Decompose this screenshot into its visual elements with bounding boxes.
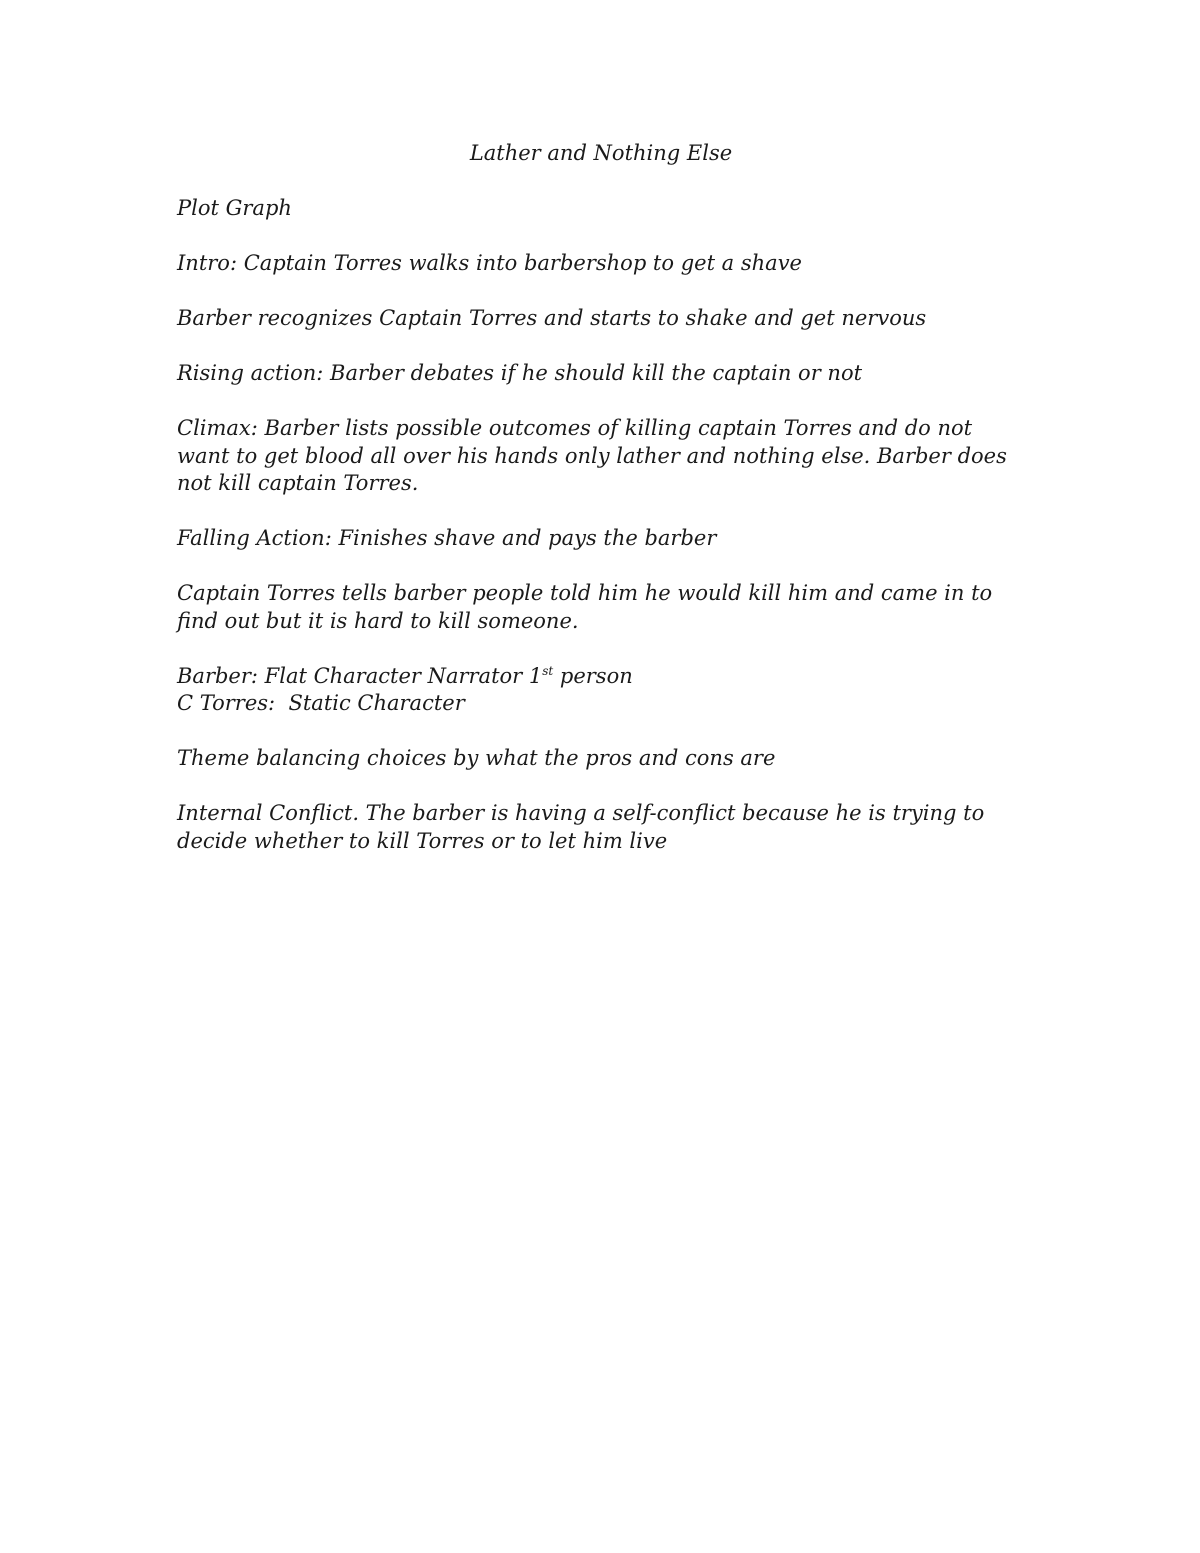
document-title: Lather and Nothing Else xyxy=(469,141,733,165)
paragraph-recognize: Barber recognizes Captain Torres and starts to shake and get nervous xyxy=(177,306,927,330)
paragraph-intro: Intro: Captain Torres walks into barbershop to get a shave xyxy=(177,251,802,275)
character-barber xyxy=(177,663,1027,691)
character-barber-suffix: person xyxy=(553,663,633,688)
paragraph-characters xyxy=(177,663,1027,718)
paragraph-torres-tells: Captain Torres tells barber people told him he would kill him and came in to find out but it is hard to kill someone. xyxy=(177,581,993,633)
character-torres: C Torres: Static Character xyxy=(177,691,465,715)
paragraph-falling-action: Falling Action: Finishes shave and pays the barber xyxy=(177,526,717,550)
paragraph-climax: Climax: Barber lists possible outcomes of killing captain Torres and do not want to get blood all over his hands only lather and nothing else. Barber does not kill captain Torres. xyxy=(177,416,1007,495)
paragraph-internal-conflict: Internal Conflict. The barber is having a self-conflict because he is trying to decide whether to kill Torres or to let him live xyxy=(177,801,985,853)
paragraph-theme: Theme balancing choices by what the pros and cons are xyxy=(177,746,776,770)
character-barber-ordinal: st xyxy=(542,663,554,678)
document-body xyxy=(177,140,1027,883)
character-barber-text: Barber: Flat Character Narrator 1 xyxy=(177,663,543,688)
paragraph-rising-action: Rising action: Barber debates if he should kill the captain or not xyxy=(177,361,863,385)
section-heading-plot-graph: Plot Graph xyxy=(177,196,292,220)
